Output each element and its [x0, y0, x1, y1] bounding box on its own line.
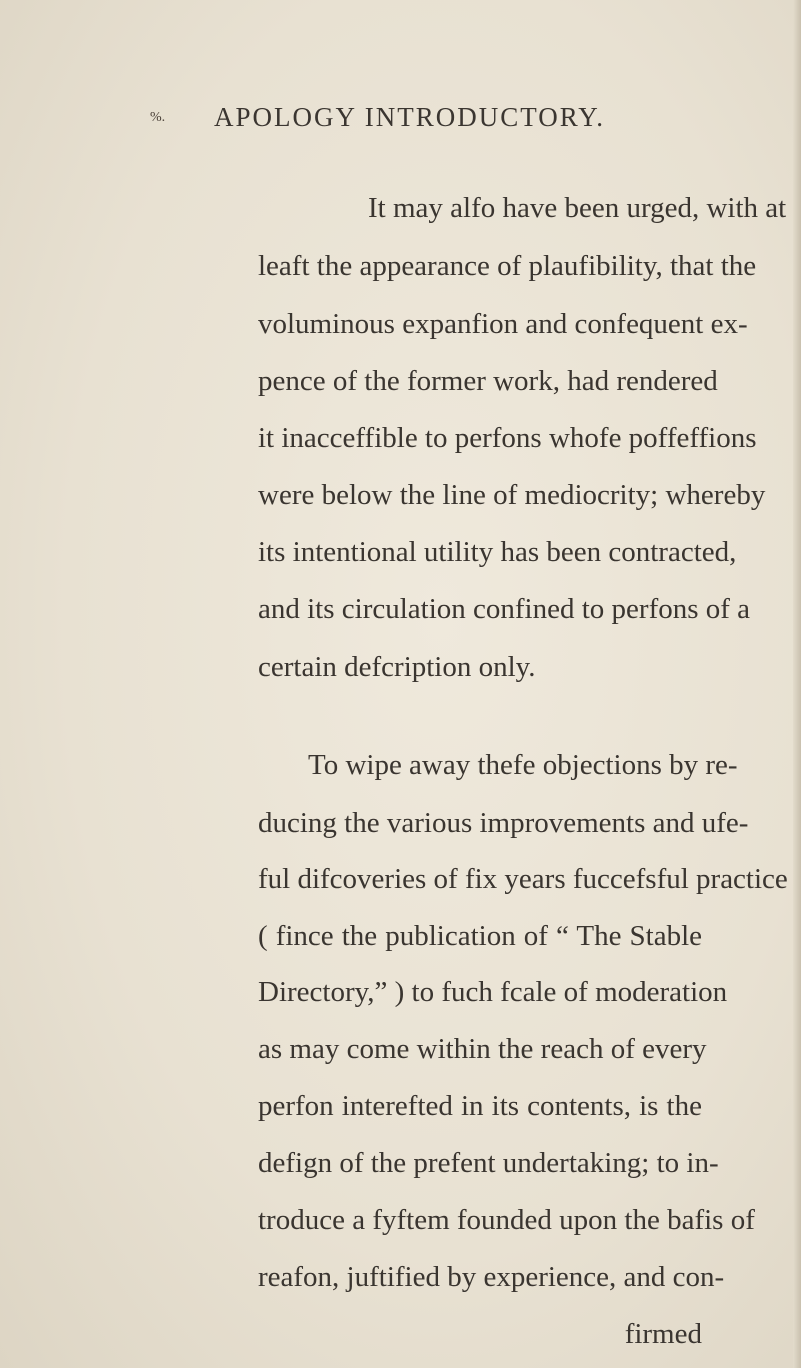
text-line: defign of the prefent undertaking; to in- [258, 1147, 719, 1179]
text-line: Directory,” ) to fuch fcale of moderation [258, 976, 728, 1008]
text-line: it inacceffible to perfons whofe poffeffions [258, 422, 757, 454]
text-line: reafon, juftified by experience, and con- [258, 1261, 725, 1293]
text-line: To wipe away thefe objections by re- [308, 749, 738, 781]
text-line: pence of the former work, had rendered [258, 365, 718, 397]
text-line: ducing the various improvements and ufe- [258, 807, 749, 839]
text-line: leaft the appearance of plaufibility, that the [258, 250, 757, 282]
text-line: were below the line of mediocrity; whereby [258, 479, 766, 511]
text-line: voluminous expanfion and confequent ex- [258, 308, 748, 340]
text-line: ( fince the publication of “ The Stable [258, 920, 702, 952]
text-line: and its circulation confined to perfons of a [258, 593, 751, 625]
text-line: as may come within the reach of every [258, 1033, 707, 1065]
page-edge-shadow [793, 0, 801, 1368]
text-line: certain defcription only. [258, 651, 536, 683]
text-line: its intentional utility has been contracted, [258, 536, 737, 568]
text-line: troduce a fyftem founded upon the bafis of [258, 1204, 755, 1236]
page-header [0, 102, 801, 142]
text-line: ful difcoveries of fix years fuccefsful practice [258, 863, 788, 895]
text-line: It may alfo have been urged, with at [368, 192, 787, 224]
catchword: firmed [624, 1318, 702, 1350]
text-line: perfon interefted in its contents, is the [258, 1090, 702, 1122]
running-head: APOLOGY INTRODUCTORY. [214, 102, 606, 132]
signature-mark: %. [150, 110, 166, 125]
